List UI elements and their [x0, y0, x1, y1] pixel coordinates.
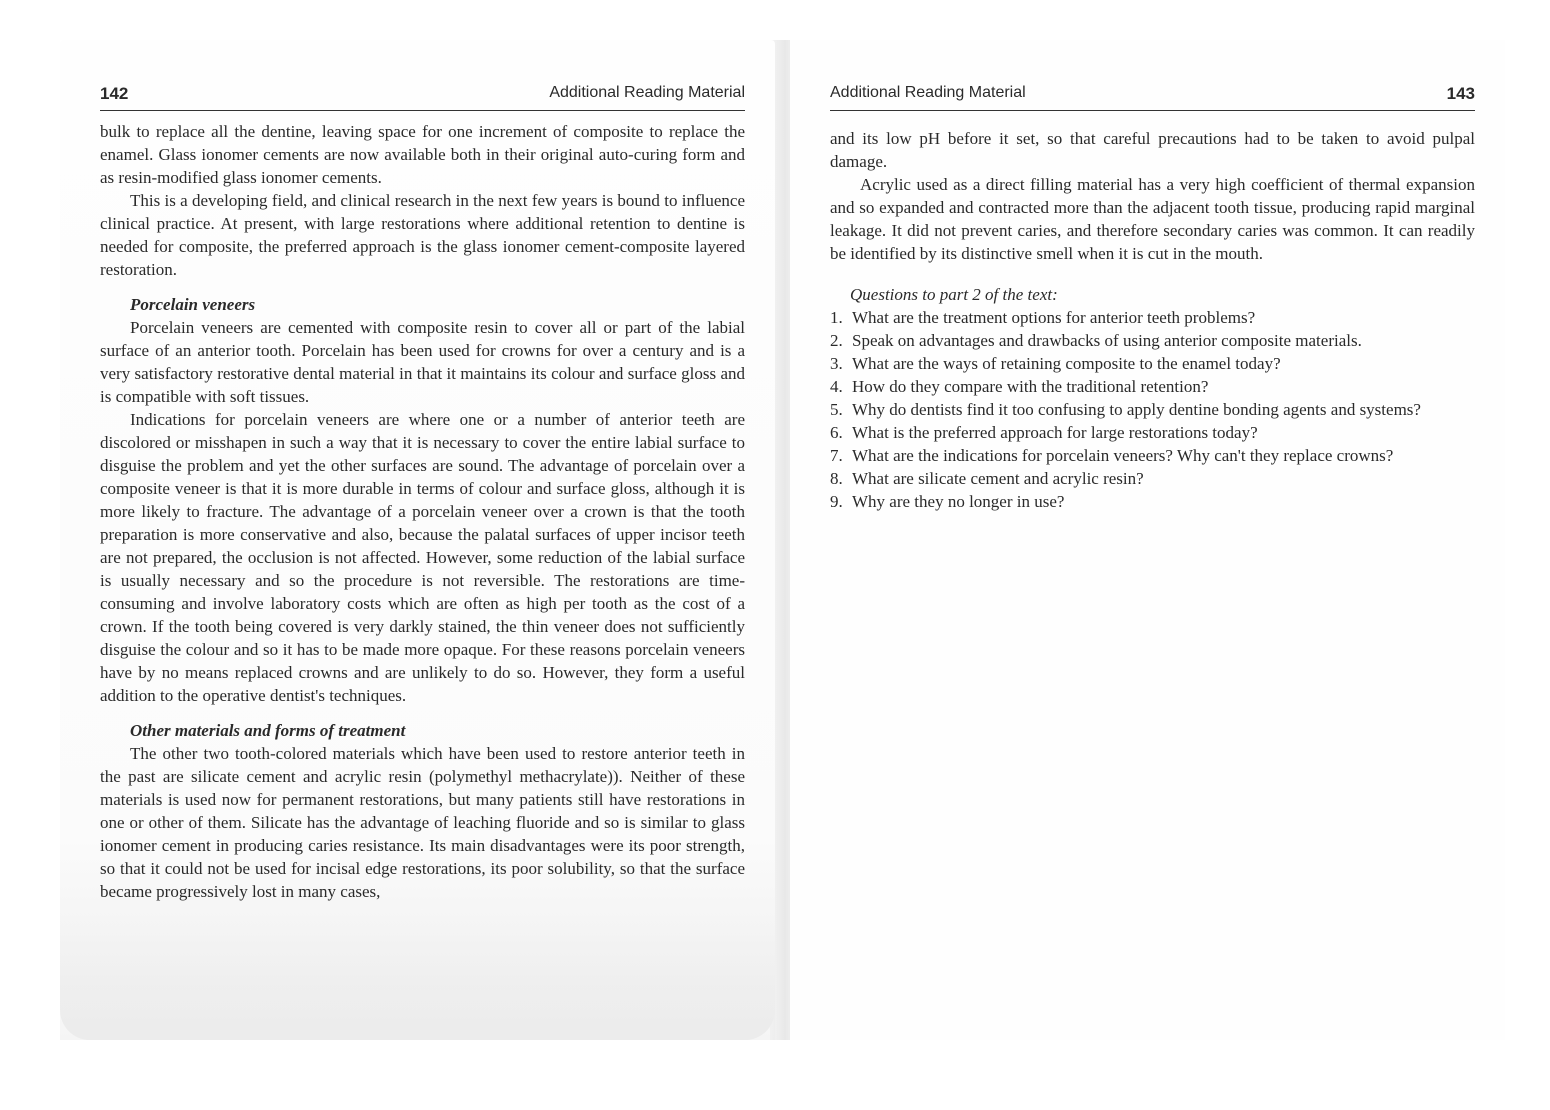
question-text: What are the treatment options for anterior teeth problems? [852, 308, 1256, 327]
page-shadow [60, 920, 775, 1040]
question-text: Why do dentists find it too confusing to apply dentine bonding agents and systems? [852, 400, 1421, 419]
question-number: 9. [830, 492, 843, 511]
question-text: Speak on advantages and drawbacks of using anterior composite materials. [852, 331, 1362, 350]
question-text: What are silicate cement and acrylic resin? [852, 469, 1144, 488]
question-number: 2. [830, 331, 843, 350]
paragraph: Porcelain veneers are cemented with composite resin to cover all or part of the labial surface of an anterior tooth. Porcelain has been used for crowns for over a century and is a very satisfactory restorative dental material in that it maintains its colour and surface gloss and is compatible with soft tissues. [100, 318, 745, 406]
list-item [830, 306, 1475, 329]
question-text: Why are they no longer in use? [852, 492, 1065, 511]
question-text: What are the indications for porcelain veneers? Why can't they replace crowns? [852, 446, 1394, 465]
left-page-header [100, 80, 745, 111]
question-text: What are the ways of retaining composite to the enamel today? [852, 354, 1281, 373]
left-page [60, 40, 775, 1040]
question-number: 1. [830, 308, 843, 327]
list-item [830, 329, 1475, 352]
question-number: 7. [830, 446, 843, 465]
paragraph: This is a developing field, and clinical research in the next few years is bound to influence clinical practice. At present, with large restorations where additional retention to dentine is needed for composite, the preferred approach is the glass ionomer cement-composite layered restoration. [100, 191, 745, 279]
questions-heading: Questions to part 2 of the text: [850, 285, 1058, 304]
paragraph: and its low pH before it set, so that careful precautions had to be taken to avoid pulpal damage. [830, 129, 1475, 171]
questions-list [830, 306, 1475, 513]
page-number: 143 [1446, 84, 1475, 103]
section-heading-other-materials: Other materials and forms of treatment [130, 721, 406, 740]
list-item [830, 490, 1475, 513]
list-item [830, 352, 1475, 375]
left-page-body [100, 120, 745, 903]
running-head: Additional Reading Material [549, 84, 745, 101]
question-number: 8. [830, 469, 843, 488]
question-number: 3. [830, 354, 843, 373]
question-text: How do they compare with the traditional retention? [852, 377, 1209, 396]
running-head: Additional Reading Material [830, 84, 1026, 101]
right-page-body [830, 127, 1475, 513]
question-number: 5. [830, 400, 843, 419]
question-number: 6. [830, 423, 843, 442]
right-page-header [830, 80, 1475, 111]
list-item [830, 421, 1475, 444]
paragraph: bulk to replace all the dentine, leaving space for one increment of composite to replace the enamel. Glass ionomer cements are now available both in their original auto-curing form and as resin-modified glass ionomer cements. [100, 122, 745, 187]
paragraph: Acrylic used as a direct filling material has a very high coefficient of thermal expansion and so expanded and contracted more than the adjacent tooth tissue, producing rapid marginal leakage. It did not prevent caries, and therefore secondary caries was common. It can readily be identified by its distinctive smell when it is cut in the mouth. [830, 175, 1475, 263]
list-item [830, 467, 1475, 490]
right-page [790, 40, 1505, 1040]
list-item [830, 444, 1475, 467]
section-heading-porcelain-veneers: Porcelain veneers [130, 295, 256, 314]
list-item [830, 375, 1475, 398]
paragraph: The other two tooth-colored materials which have been used to restore anterior teeth in the past are silicate cement and acrylic resin (polymethyl methacrylate)). Neither of these materials is used now for permanent restorations, but many patients still have restorations in one or other of them. Silicate has the advantage of leaching fluoride and so is similar to glass ionomer cement in producing caries resistance. Its main disadvantages were its poor strength, so that it could not be used for incisal edge restorations, its poor solubility, so that the surface became progressively lost in many cases, [100, 744, 745, 901]
page-number: 142 [100, 84, 129, 103]
paragraph: Indications for porcelain veneers are where one or a number of anterior teeth are discolored or misshapen in such a way that it is necessary to cover the entire labial surface to disguise the problem and yet the other surfaces are sound. The advantage of porcelain over a composite veneer is that it is more durable in terms of colour and surface gloss, although it is more likely to fracture. The advantage of a porcelain veneer over a crown is that the tooth preparation is more conservative and also, because the palatal surfaces of upper incisor teeth are not prepared, the occlusion is not affected. However, some reduction of the labial surface is usually necessary and so the procedure is not reversible. The restorations are time-consuming and involve laboratory costs which are often as high per tooth as the cost of a crown. If the tooth being covered is very darkly stained, the thin veneer does not sufficiently disguise the colour and so it has to be made more opaque. For these reasons porcelain veneers have by no means replaced crowns and are unlikely to do so. However, they form a useful addition to the operative dentist's techniques. [100, 410, 745, 705]
question-number: 4. [830, 377, 843, 396]
question-text: What is the preferred approach for large restorations today? [852, 423, 1258, 442]
list-item [830, 398, 1475, 421]
